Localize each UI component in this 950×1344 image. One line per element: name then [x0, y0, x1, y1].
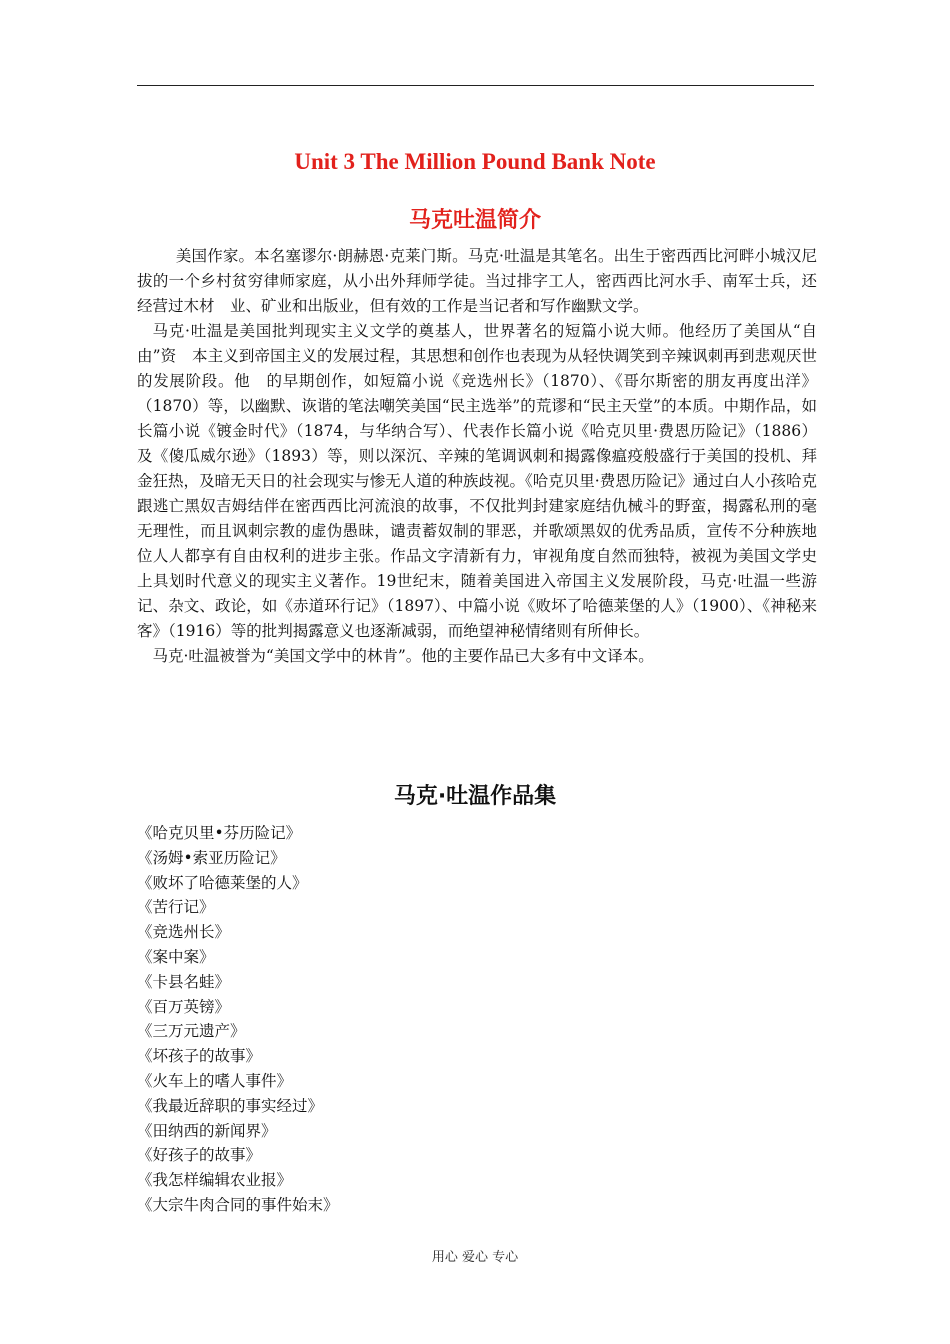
biography-paragraph-2: 马克·吐温是美国批判现实主义文学的奠基人，世界著名的短篇小说大师。他经历了美国从“自由”资 本主义到帝国主义的发展过程，其思想和创作也表现为从轻快调笑到辛辣讽刺再到悲观厌世的发展阶段。他 的早期创作，如短篇小说《竞选州长》（1870）、《哥尔斯密的朋友再度出洋》（1870）等，以幽默、诙谐的笔法嘲笑美国“民主选举”的荒谬和“民主天堂”的本质。中期作品，如长篇小说《镀金时代》（1874，与华纳合写）、代表作长篇小说《哈克贝里·费恩历险记》（1886）及《傻瓜威尔逊》（1893）等，则以深沉、辛辣的笔调讽刺和揭露像瘟疫般盛行于美国的投机、拜金狂热，及暗无天日的社会现实与惨无人道的种族歧视。《哈克贝里·费恩历险记》通过白人小孩哈克跟逃亡黑奴吉姆结伴在密西西比河流浪的故事，不仅批判封建家庭结仇械斗的野蛮，揭露私刑的毫无理性，而且讽刺宗教的虚伪愚昧，谴责蓄奴制的罪恶，并歌颂黑奴的优秀品质，宣传不分种族地位人人都享有自由权利的进步主张。作品文字清新有力，审视角度自然而独特，被视为美国文学史上具划时代意义的现实主义著作。19世纪末，随着美国进入帝国主义发展阶段，马克·吐温一些游记、杂文、政论，如《赤道环行记》（1897）、中篇小说《败坏了哈德莱堡的人》（1900）、《神秘来客》（1916）等的批判揭露意义也逐渐减弱，而绝望神秘情绪则有所伸长。	[137, 322, 817, 640]
list-item: 《坏孩子的故事》	[137, 1047, 262, 1066]
list-item: 《哈克贝里•芬历险记》	[137, 824, 302, 842]
list-item: 《我最近辞职的事实经过》	[137, 1096, 324, 1115]
list-item: 《我怎样编辑农业报》	[137, 1171, 293, 1190]
list-item: 《汤姆•索亚历险记》	[137, 848, 286, 867]
biography-text	[137, 244, 817, 669]
list-item: 《三万元遗产》	[137, 1022, 246, 1041]
list-item: 《败坏了哈德莱堡的人》	[137, 873, 308, 892]
list-item: 《苦行记》	[137, 898, 215, 917]
list-item: 《卡县名蛙》	[137, 972, 231, 991]
list-item: 《好孩子的故事》	[137, 1146, 262, 1165]
page-title: Unit 3 The Million Pound Bank Note	[294, 149, 656, 174]
list-item: 《竞选州长》	[137, 923, 231, 942]
list-item: 《火车上的嗜人事件》	[137, 1071, 293, 1090]
list-item: 《田纳西的新闻界》	[137, 1121, 277, 1140]
section-title-biography: 马克吐温简介	[408, 208, 541, 233]
header-rule	[137, 85, 814, 86]
list-item: 《百万英镑》	[137, 997, 231, 1016]
page-footer: 用心 爱心 专心	[431, 1250, 519, 1265]
list-item: 《大宗牛肉合同的事件始末》	[137, 1195, 339, 1214]
biography-paragraph-3: 马克·吐温被誉为“美国文学中的林肯”。他的主要作品已大多有中文译本。	[152, 647, 654, 665]
biography-paragraph-1: 美国作家。本名塞谬尔·朗赫恩·克莱门斯。马克·吐温是其笔名。出生于密西西比河畔小城汉尼拔的一个乡村贫穷律师家庭，从小出外拜师学徒。当过排字工人，密西西比河水手、南军士兵，还经营过木材 业、矿业和出版业，但有效的工作是当记者和写作幽默文学。	[137, 247, 817, 315]
works-list	[137, 821, 339, 1218]
list-item: 《案中案》	[137, 947, 215, 966]
section-title-works: 马克·吐温作品集	[393, 784, 557, 809]
